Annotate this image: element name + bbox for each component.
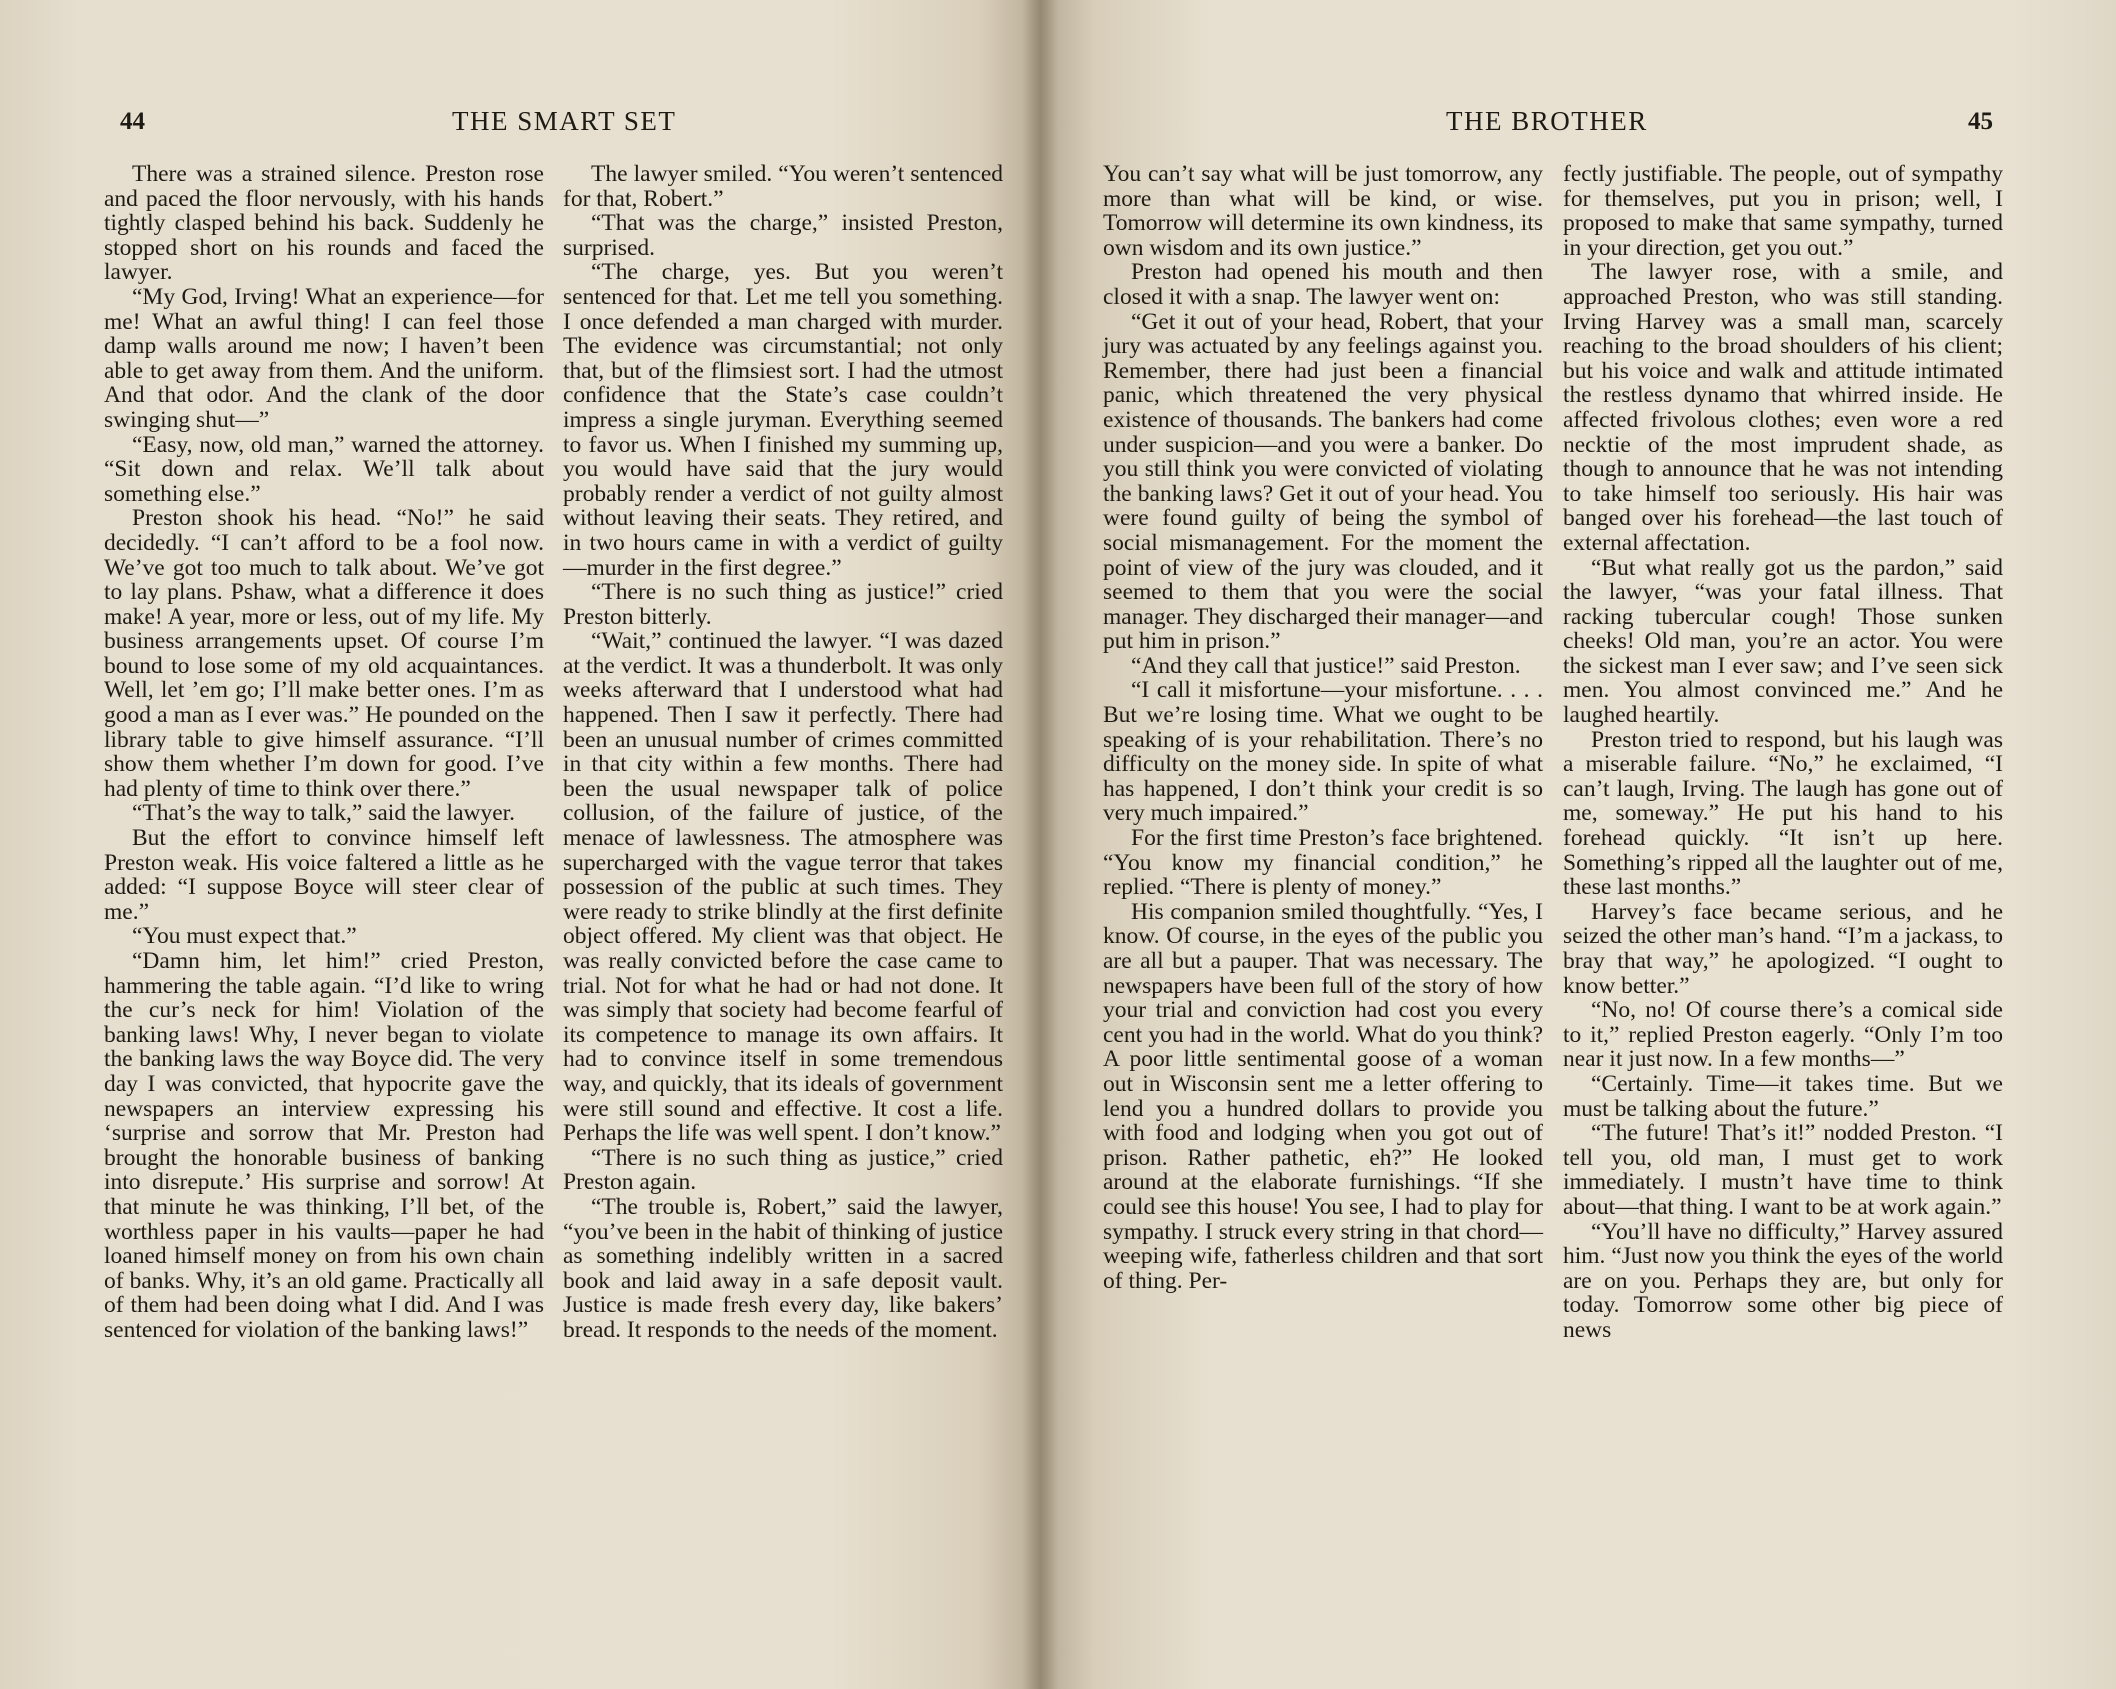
paragraph: “The trouble is, Robert,” said the lawyer, “you’ve been in the habit of thinking of justice as something indelibly written in a sacred book and laid away in a safe deposit vault. Justice is made fresh every day, like bakers’ bread. It responds to the needs of the moment. bbox=[563, 1193, 1003, 1343]
paragraph: Preston shook his head. “No!” he said decidedly. “I can’t afford to be a fool now. We’ve got too much to talk about. We’ve got to lay plans. Pshaw, what a difference it does make! A year, more or less, out of my life. My business arrangements upset. Of course I’m bound to lose some of my old acquaintances. Well, let ’em go; I’ll make better ones. I’m as good a man as I ever was.” He pounded on the library table to give himself assurance. “I’ll show them whether I’m down for good. I’ve had plenty of time to think over there.” bbox=[104, 505, 544, 802]
paragraph: “There is no such thing as justice,” cried Preston again. bbox=[563, 1144, 1003, 1196]
paragraph: “And they call that justice!” said Preston. bbox=[1131, 652, 1521, 679]
paragraph: “The charge, yes. But you weren’t sentenced for that. Let me tell you something. I once defended a man charged with murder. The evidence was circumstantial; not only that, but of the flimsiest sort. I had the utmost confidence that the State’s case couldn’t impress a single juryman. Everything seemed to favor us. When I finished my summing up, you would have said that the jury would probably render a verdict of not guilty almost without leaving their seats. They retired, and in two hours came in with a verdict of guilty—murder in the first degree.” bbox=[563, 259, 1003, 581]
page-number: 45 bbox=[1968, 108, 1993, 135]
paragraph: But the effort to convince himself left Preston weak. His voice faltered a little as he added: “I suppose Boyce will steer clear of me.” bbox=[104, 825, 544, 925]
paragraph: His companion smiled thoughtfully. “Yes, I know. Of course, in the eyes of the public you are all but a pauper. That was necessary. The newspapers have been full of the story of how your trial and conviction had cost you every cent you had in the world. What do you think? A poor little sentimental goose of a woman out in Wisconsin sent me a letter offering to lend you a hundred dollars to provide you with food and lodging when you got out of prison. Rather pathetic, eh?” He looked around at the elaborate furnishings. “If she could see this house! You see, I had to play for sympathy. I struck every string in that chord—weeping wife, fatherless children and that sort of thing. Per- bbox=[1103, 898, 1543, 1294]
paragraph: “That was the charge,” insisted Preston, surprised. bbox=[563, 210, 1003, 261]
text-column bbox=[104, 162, 544, 1343]
paragraph: “There is no such thing as justice!” cried Preston bitterly. bbox=[563, 579, 1003, 630]
paragraph: fectly justifiable. The people, out of sympathy for themselves, put you in prison; well, I proposed to make that same sympathy, turned in your direction, get you out.” bbox=[1563, 161, 2003, 261]
paragraph: There was a strained silence. Preston rose and paced the floor nervously, with his hands tightly clasped behind his back. Suddenly he stopped short on his rounds and faced the lawyer. bbox=[104, 161, 544, 286]
running-head: THE BROTHER bbox=[1446, 106, 1648, 136]
paragraph: “Easy, now, old man,” warned the attorney. “Sit down and relax. We’ll talk about something else.” bbox=[104, 431, 544, 507]
paragraph: “Damn him, let him!” cried Preston, hammering the table again. “I’d like to wring the cur’s neck for him! Violation of the banking laws! Why, I never began to violate the banking laws the way Boyce did. The very day I was convicted, that hypocrite gave the newspapers an interview expressing his ‘surprise and sorrow that Mr. Preston had brought the honorable business of banking into disrepute.’ His surprise and sorrow! At that minute he was thinking, I’ll bet, of the worthless paper in his vaults—paper he had loaned himself money on from his own chain of banks. Why, it’s an old game. Practically all of them had been doing what I did. And I was sentenced for violation of the banking laws!” bbox=[104, 948, 544, 1343]
paragraph: “But what really got us the pardon,” said the lawyer, “was your fatal illness. That racking tubercular cough! Those sunken cheeks! Old man, you’re an actor. You were the sickest man I ever saw; and I’ve seen sick men. You almost convinced me.” And he laughed heartily. bbox=[1563, 554, 2003, 729]
paragraph: You can’t say what will be just tomorrow, any more than what will be kind, or wise. Tomorrow will determine its own kindness, its own wisdom and its own justice.” bbox=[1103, 161, 1543, 261]
paragraph: For the first time Preston’s face brightened. “You know my financial condition,” he replied. “There is plenty of money.” bbox=[1103, 825, 1543, 901]
right-page bbox=[1040, 0, 2116, 1689]
paragraph: “That’s the way to talk,” said the lawyer. bbox=[132, 800, 516, 827]
paragraph: “You’ll have no difficulty,” Harvey assured him. “Just now you think the eyes of the world are on you. Perhaps they are, but only for today. Tomorrow some other big piece of news bbox=[1563, 1218, 2003, 1343]
paragraph: “My God, Irving! What an experience—for me! What an awful thing! I can feel those damp walls around me now; I haven’t been able to get away from them. And the uniform. And that odor. And the clank of the door swinging shut—” bbox=[104, 283, 544, 433]
paragraph: Preston tried to respond, but his laugh was a miserable failure. “No,” he exclaimed, “I can’t laugh, Irving. The laugh has gone out of me, someway.” He put his hand to his forehead quickly. “It isn’t up here. Something’s ripped all the laughter out of me, these last months.” bbox=[1563, 726, 2003, 901]
book-gutter bbox=[1022, 0, 1058, 1689]
paragraph: The lawyer rose, with a smile, and approached Preston, who was still standing. Irving Harvey was a small man, scarcely reaching to the broad shoulders of his client; but his voice and walk and attitude intimated the restless dynamo that whirred inside. He affected frivolous clothes; even wore a red necktie of the most imprudent shade, as though to announce that he was not intending to take himself too seriously. His hair was banged over his forehead—the last touch of external affectation. bbox=[1563, 259, 2003, 556]
page-number: 44 bbox=[120, 108, 145, 135]
paragraph: “I call it misfortune—your misfortune. . . . But we’re losing time. What we ought to be speaking of is your rehabilitation. There’s no difficulty on the money side. In spite of what has happened, I don’t think your credit is so very much impaired.” bbox=[1103, 677, 1543, 827]
paragraph: “Wait,” continued the lawyer. “I was dazed at the verdict. It was a thunderbolt. It was only weeks afterward that I understood what had happened. Then I saw it perfectly. There had been an unusual number of crimes committed in that city within a few months. There had been the usual newspaper talk of police collusion, of the failure of justice, of the menace of lawlessness. The atmosphere was supercharged with the vague terror that takes possession of the public at such times. They were ready to strike blindly at the first definite object offered. My client was that object. He was really convicted before the case came to trial. Not for what he had or had not done. It was simply that society had become fearful of its competence to manage its own affairs. It had to convince itself in some tremendous way, and quickly, that its ideals of government were still sound and effective. It cost a life. Perhaps the life was well spent. I don’t know.” bbox=[563, 628, 1003, 1147]
paragraph: “No, no! Of course there’s a comical side to it,” replied Preston eagerly. “Only I’m too near it just now. In a few months—” bbox=[1563, 997, 2003, 1073]
paragraph: “Certainly. Time—it takes time. But we must be talking about the future.” bbox=[1563, 1070, 2003, 1122]
paragraph: “You must expect that.” bbox=[132, 923, 357, 950]
left-page bbox=[0, 0, 1040, 1689]
running-head: THE SMART SET bbox=[452, 106, 677, 136]
paragraph: Harvey’s face became serious, and he seized the other man’s hand. “I’m a jackass, to bray that way,” he apologized. “I ought to know better.” bbox=[1563, 898, 2003, 999]
paragraph: The lawyer smiled. “You weren’t sentenced for that, Robert.” bbox=[563, 161, 1003, 212]
text-column bbox=[1103, 162, 1543, 1293]
paragraph: “Get it out of your head, Robert, that your jury was actuated by any feelings against you. Remember, there had just been a financial panic, which threatened the very physical existence of thousands. The bankers had come under suspicion—and you were a banker. Do you still think you were convicted of violating the banking laws? Get it out of your head. You were found guilty of being the symbol of social mismanagement. For the moment the point of view of the jury was clouded, and it seemed to them that you were the social manager. They discharged their manager—and put him in prison.” bbox=[1103, 308, 1543, 655]
paragraph: “The future! That’s it!” nodded Preston. “I tell you, old man, I must get to work immediately. I mustn’t have time to think about—that thing. I want to be at work again.” bbox=[1563, 1120, 2003, 1220]
text-column bbox=[1563, 162, 2003, 1343]
text-column bbox=[563, 162, 1003, 1343]
paragraph: Preston had opened his mouth and then closed it with a snap. The lawyer went on: bbox=[1103, 259, 1543, 310]
